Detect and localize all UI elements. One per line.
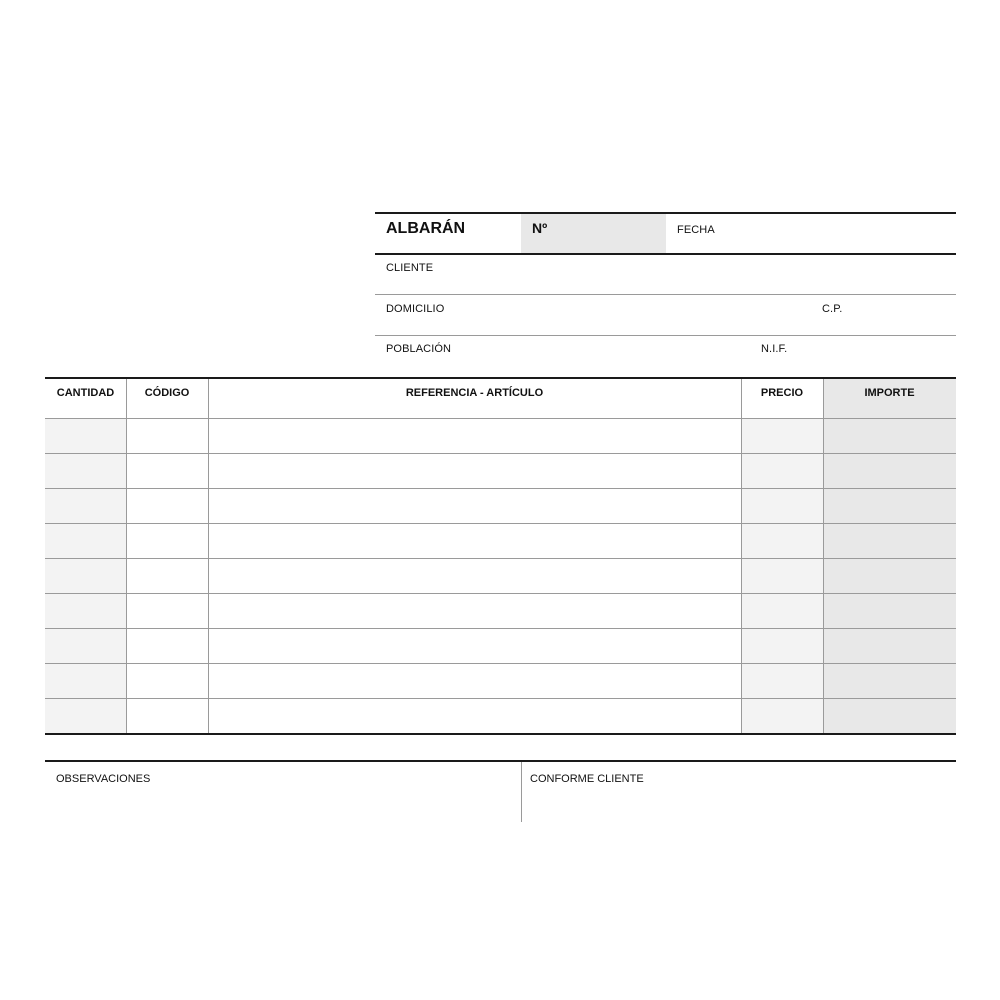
cell-price[interactable]: [743, 630, 821, 663]
cell-code[interactable]: [128, 595, 206, 628]
row-divider: [45, 593, 956, 594]
row-divider: [45, 663, 956, 664]
delivery-note-footer: [45, 760, 956, 822]
column-divider: [208, 379, 209, 733]
cell-code[interactable]: [128, 455, 206, 488]
column-divider: [823, 379, 824, 733]
cell-reference[interactable]: [210, 525, 739, 558]
row-divider: [45, 698, 956, 699]
row-divider: [45, 523, 956, 524]
cell-reference[interactable]: [210, 700, 739, 733]
cell-quantity[interactable]: [47, 630, 124, 663]
row-divider: [45, 488, 956, 489]
town-label: POBLACIÓN: [386, 343, 452, 355]
row-divider: [45, 558, 956, 559]
cell-quantity[interactable]: [47, 560, 124, 593]
town-field[interactable]: [460, 337, 750, 376]
address-row-rule: [375, 335, 956, 336]
cell-price[interactable]: [743, 665, 821, 698]
number-label: Nº: [532, 220, 548, 236]
cell-reference[interactable]: [210, 455, 739, 488]
column-header-amount: IMPORTE: [864, 387, 915, 399]
cell-amount[interactable]: [825, 665, 954, 698]
column-header-reference: REFERENCIA - ARTÍCULO: [405, 387, 544, 399]
cell-reference[interactable]: [210, 490, 739, 523]
cell-code[interactable]: [128, 560, 206, 593]
client-label: CLIENTE: [386, 262, 434, 274]
cell-code[interactable]: [128, 700, 206, 733]
date-field[interactable]: [747, 214, 956, 253]
postal-code-label: C.P.: [822, 303, 843, 315]
cell-reference[interactable]: [210, 560, 739, 593]
delivery-note-header: [375, 212, 956, 376]
cell-price[interactable]: [743, 420, 821, 453]
items-table: [45, 377, 956, 735]
tax-id-field[interactable]: [795, 337, 956, 376]
cell-amount[interactable]: [825, 525, 954, 558]
row-divider: [45, 418, 956, 419]
cell-quantity[interactable]: [47, 665, 124, 698]
client-row-rule: [375, 294, 956, 295]
cell-reference[interactable]: [210, 595, 739, 628]
column-header-quantity: CANTIDAD: [56, 387, 115, 399]
column-divider: [126, 379, 127, 733]
cell-amount[interactable]: [825, 455, 954, 488]
cell-price[interactable]: [743, 700, 821, 733]
row-divider: [45, 453, 956, 454]
row-divider: [45, 628, 956, 629]
cell-code[interactable]: [128, 420, 206, 453]
cell-amount[interactable]: [825, 630, 954, 663]
tax-id-label: N.I.F.: [761, 343, 788, 355]
cell-reference[interactable]: [210, 630, 739, 663]
cell-price[interactable]: [743, 595, 821, 628]
customer-approval-label: CONFORME CLIENTE: [530, 773, 644, 785]
cell-price[interactable]: [743, 490, 821, 523]
address-field[interactable]: [455, 296, 805, 335]
cell-quantity[interactable]: [47, 595, 124, 628]
cell-code[interactable]: [128, 665, 206, 698]
client-field[interactable]: [455, 255, 956, 294]
cell-quantity[interactable]: [47, 455, 124, 488]
observations-field[interactable]: [45, 792, 521, 822]
cell-quantity[interactable]: [47, 420, 124, 453]
cell-amount[interactable]: [825, 700, 954, 733]
cell-price[interactable]: [743, 560, 821, 593]
cell-code[interactable]: [128, 525, 206, 558]
observations-label: OBSERVACIONES: [56, 773, 151, 785]
cell-code[interactable]: [128, 630, 206, 663]
cell-reference[interactable]: [210, 420, 739, 453]
cell-amount[interactable]: [825, 420, 954, 453]
cell-quantity[interactable]: [47, 490, 124, 523]
address-label: DOMICILIO: [386, 303, 445, 315]
cell-reference[interactable]: [210, 665, 739, 698]
column-header-code: CÓDIGO: [144, 387, 190, 399]
column-divider: [741, 379, 742, 733]
cell-price[interactable]: [743, 455, 821, 488]
customer-approval-field[interactable]: [522, 792, 956, 822]
postal-code-field[interactable]: [850, 296, 956, 335]
cell-quantity[interactable]: [47, 700, 124, 733]
cell-amount[interactable]: [825, 560, 954, 593]
cell-quantity[interactable]: [47, 525, 124, 558]
column-header-price: PRECIO: [760, 387, 804, 399]
date-label: FECHA: [677, 224, 715, 236]
price-header-cell: [741, 379, 823, 419]
cell-amount[interactable]: [825, 490, 954, 523]
cell-code[interactable]: [128, 490, 206, 523]
cell-amount[interactable]: [825, 595, 954, 628]
quantity-header-cell: [45, 379, 126, 419]
document-title: ALBARÁN: [386, 220, 466, 237]
cell-price[interactable]: [743, 525, 821, 558]
